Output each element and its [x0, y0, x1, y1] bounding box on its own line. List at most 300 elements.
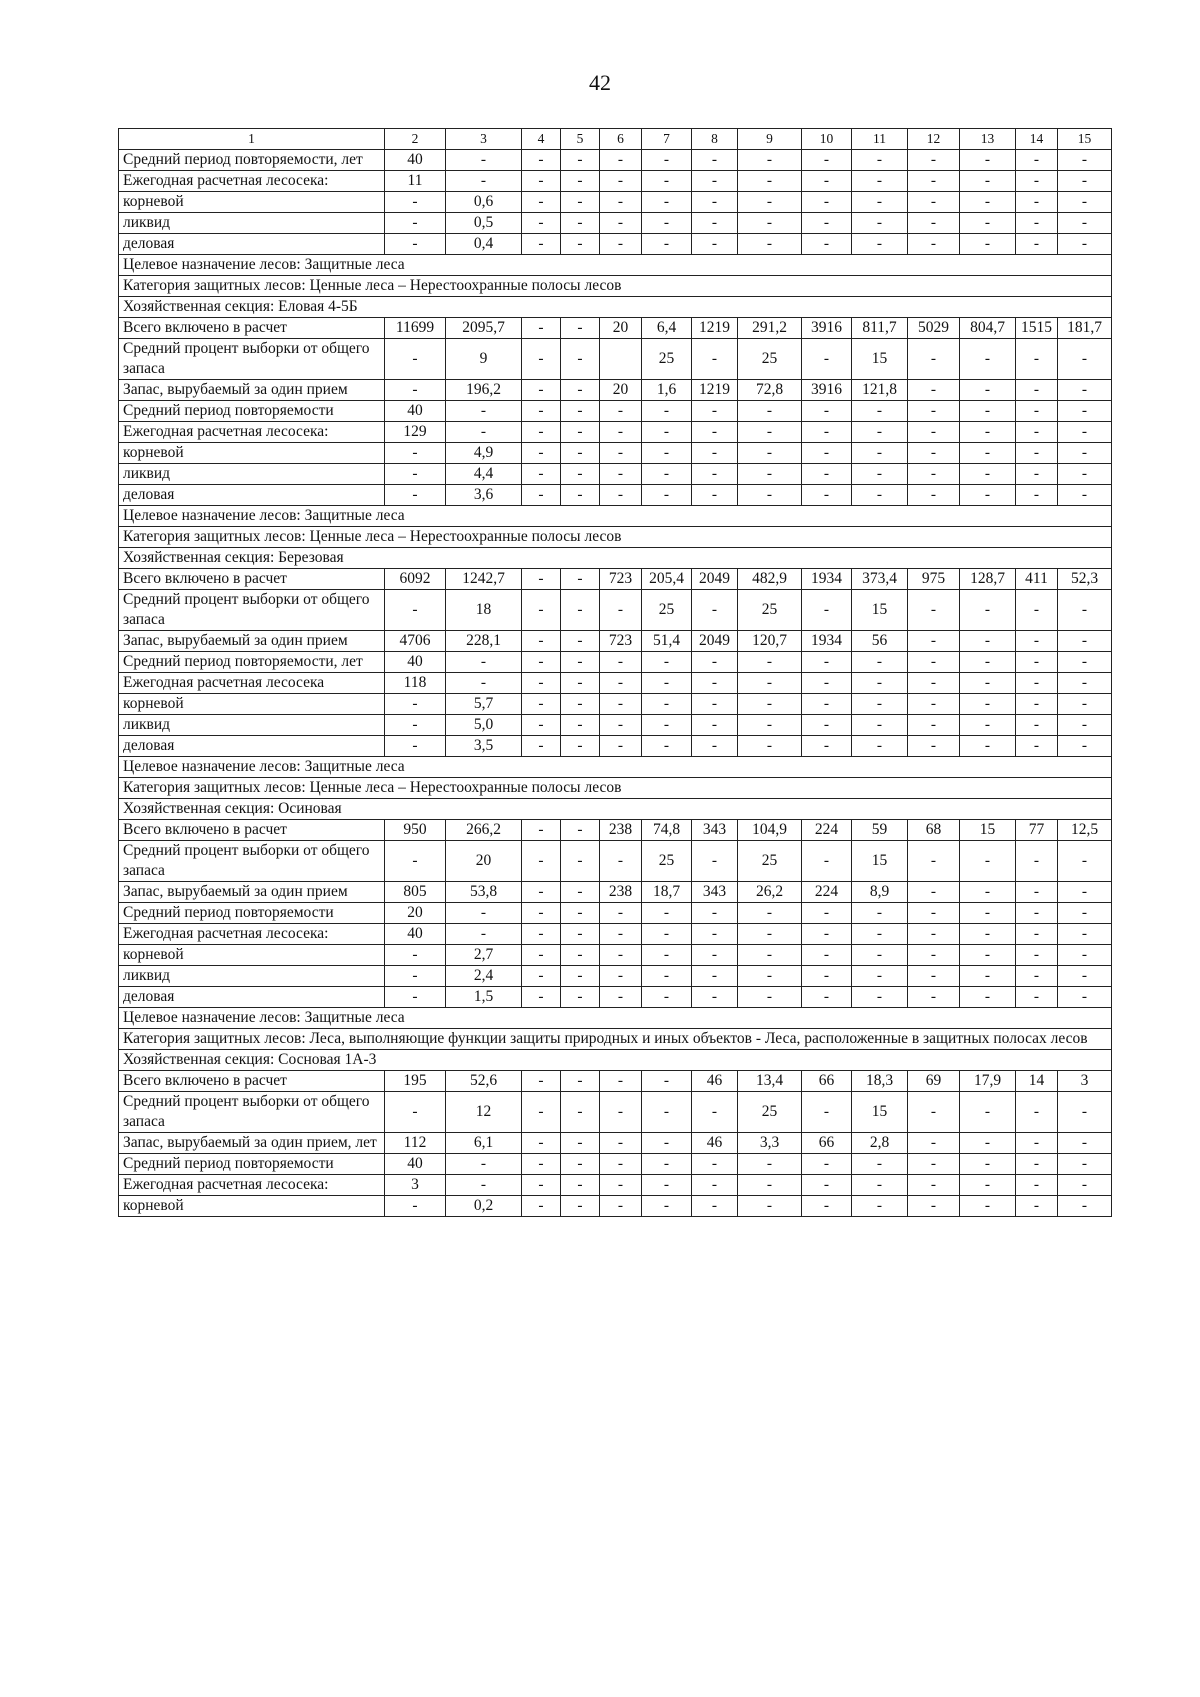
table-cell: 56	[852, 631, 908, 652]
table-cell: -	[522, 213, 561, 234]
table-cell: -	[1058, 631, 1112, 652]
table-cell: -	[642, 1133, 692, 1154]
table-cell: -	[960, 987, 1016, 1008]
row-label: Средний период повторяемости	[119, 903, 385, 924]
table-cell: -	[561, 339, 600, 380]
table-cell: -	[852, 422, 908, 443]
table-cell: -	[908, 339, 960, 380]
table-cell: -	[1016, 443, 1058, 464]
table-cell: -	[642, 401, 692, 422]
column-number: 15	[1058, 129, 1112, 150]
table-cell: -	[1016, 150, 1058, 171]
table-cell: 3	[1058, 1071, 1112, 1092]
table-cell: 5029	[908, 318, 960, 339]
table-cell: -	[642, 150, 692, 171]
table-cell: -	[642, 464, 692, 485]
table-cell: -	[446, 150, 522, 171]
table-cell: -	[642, 1092, 692, 1133]
table-cell: -	[908, 422, 960, 443]
table-cell: -	[385, 234, 446, 255]
table-cell: -	[1058, 401, 1112, 422]
table-cell: 11	[385, 171, 446, 192]
table-cell: -	[960, 1092, 1016, 1133]
table-cell: -	[600, 715, 642, 736]
table-cell: -	[960, 339, 1016, 380]
table-cell: -	[960, 673, 1016, 694]
table-cell: 25	[642, 590, 692, 631]
table-cell: -	[561, 736, 600, 757]
table-cell: 3,6	[446, 485, 522, 506]
table-cell: 2095,7	[446, 318, 522, 339]
table-cell: -	[1016, 234, 1058, 255]
row-label: Запас, вырубаемый за один прием	[119, 380, 385, 401]
table-cell: 69	[908, 1071, 960, 1092]
table-cell: -	[522, 150, 561, 171]
table-cell: 266,2	[446, 820, 522, 841]
row-label: деловая	[119, 736, 385, 757]
table-cell: -	[908, 380, 960, 401]
table-cell: -	[522, 924, 561, 945]
table-cell: 25	[642, 339, 692, 380]
row-label: Средний процент выборки от общего запаса	[119, 339, 385, 380]
section-heading-row	[119, 255, 1112, 276]
table-cell: -	[738, 213, 802, 234]
table-cell: -	[802, 234, 852, 255]
row-label: Средний период повторяемости, лет	[119, 150, 385, 171]
table-cell: -	[738, 1196, 802, 1217]
table-cell: -	[802, 1092, 852, 1133]
table-cell: -	[522, 631, 561, 652]
table-cell: -	[908, 715, 960, 736]
column-number: 2	[385, 129, 446, 150]
table-cell: -	[1058, 443, 1112, 464]
table-cell: -	[561, 715, 600, 736]
table-cell: -	[692, 171, 738, 192]
table-cell: -	[642, 1196, 692, 1217]
table-cell: -	[852, 150, 908, 171]
section-heading-row	[119, 778, 1112, 799]
table-cell: 20	[600, 380, 642, 401]
table-cell: 11699	[385, 318, 446, 339]
table-row	[119, 464, 1112, 485]
table-cell: -	[522, 987, 561, 1008]
table-cell: -	[385, 485, 446, 506]
table-cell: 40	[385, 924, 446, 945]
column-number: 5	[561, 129, 600, 150]
table-cell: -	[1058, 987, 1112, 1008]
table-cell: 373,4	[852, 569, 908, 590]
table-cell: -	[692, 673, 738, 694]
table-cell: -	[561, 1092, 600, 1133]
table-cell: -	[908, 234, 960, 255]
table-row	[119, 715, 1112, 736]
table-cell: 15	[852, 339, 908, 380]
table-cell: -	[908, 590, 960, 631]
table-cell: -	[692, 1154, 738, 1175]
table-cell: -	[852, 945, 908, 966]
table-cell: -	[1058, 1175, 1112, 1196]
table-cell: -	[960, 171, 1016, 192]
table-cell: -	[561, 318, 600, 339]
table-cell: -	[522, 1133, 561, 1154]
table-cell: -	[1016, 171, 1058, 192]
table-cell: -	[561, 820, 600, 841]
section-heading-row	[119, 799, 1112, 820]
table-cell: -	[960, 736, 1016, 757]
table-cell: -	[642, 1071, 692, 1092]
table-row	[119, 966, 1112, 987]
table-cell: -	[960, 1154, 1016, 1175]
table-cell: -	[692, 987, 738, 1008]
table-cell: -	[852, 966, 908, 987]
table-row	[119, 673, 1112, 694]
table-cell: -	[802, 715, 852, 736]
table-cell: -	[1058, 1092, 1112, 1133]
table-cell: 15	[960, 820, 1016, 841]
table-row	[119, 443, 1112, 464]
table-cell: -	[600, 234, 642, 255]
table-cell: -	[802, 1175, 852, 1196]
table-cell: -	[908, 1175, 960, 1196]
table-cell: -	[522, 673, 561, 694]
table-cell: -	[561, 882, 600, 903]
table-cell: -	[642, 485, 692, 506]
row-label: ликвид	[119, 464, 385, 485]
table-cell: -	[802, 192, 852, 213]
table-cell: -	[802, 736, 852, 757]
table-cell: -	[852, 171, 908, 192]
table-cell: -	[1016, 882, 1058, 903]
table-cell: -	[738, 652, 802, 673]
table-cell: -	[561, 1133, 600, 1154]
table-cell: -	[600, 1154, 642, 1175]
table-body	[119, 129, 1112, 1217]
table-cell: 121,8	[852, 380, 908, 401]
table-row	[119, 882, 1112, 903]
table-cell: -	[561, 443, 600, 464]
table-cell: -	[385, 715, 446, 736]
column-number: 4	[522, 129, 561, 150]
table-cell: -	[1058, 422, 1112, 443]
table-cell: -	[561, 234, 600, 255]
table-cell: -	[692, 401, 738, 422]
table-cell: 20	[600, 318, 642, 339]
table-cell: -	[600, 903, 642, 924]
table-cell: 205,4	[642, 569, 692, 590]
table-cell: 3,5	[446, 736, 522, 757]
table-cell: 52,6	[446, 1071, 522, 1092]
row-label: Всего включено в расчет	[119, 1071, 385, 1092]
row-label: Всего включено в расчет	[119, 569, 385, 590]
table-row	[119, 318, 1112, 339]
table-cell: 104,9	[738, 820, 802, 841]
table-cell: 15	[852, 841, 908, 882]
table-cell: 1,5	[446, 987, 522, 1008]
row-label: Ежегодная расчетная лесосека:	[119, 422, 385, 443]
table-cell: -	[1016, 652, 1058, 673]
row-label: ликвид	[119, 213, 385, 234]
table-cell: -	[802, 171, 852, 192]
table-row	[119, 987, 1112, 1008]
table-cell: -	[642, 673, 692, 694]
table-cell: 18,7	[642, 882, 692, 903]
section-heading-row	[119, 1008, 1112, 1029]
table-cell: -	[1016, 715, 1058, 736]
table-cell: -	[1016, 464, 1058, 485]
table-cell: -	[522, 318, 561, 339]
table-cell: -	[1058, 841, 1112, 882]
table-cell: -	[522, 882, 561, 903]
table-cell: -	[852, 1154, 908, 1175]
table-cell: -	[960, 694, 1016, 715]
table-cell: 53,8	[446, 882, 522, 903]
table-cell: -	[1058, 882, 1112, 903]
table-cell: -	[561, 987, 600, 1008]
table-cell: -	[908, 464, 960, 485]
table-cell: -	[1016, 213, 1058, 234]
table-cell: -	[522, 966, 561, 987]
table-cell: -	[692, 213, 738, 234]
table-cell: -	[692, 234, 738, 255]
table-cell: -	[738, 736, 802, 757]
table-cell: -	[1016, 380, 1058, 401]
table-cell: -	[738, 1154, 802, 1175]
table-cell: -	[600, 694, 642, 715]
table-cell: 2049	[692, 631, 738, 652]
table-cell: 4,9	[446, 443, 522, 464]
table-cell: -	[1016, 673, 1058, 694]
column-number: 9	[738, 129, 802, 150]
row-label: Средний период повторяемости	[119, 1154, 385, 1175]
table-cell: 46	[692, 1133, 738, 1154]
table-cell: -	[908, 903, 960, 924]
table-cell: -	[960, 1196, 1016, 1217]
table-cell: -	[522, 820, 561, 841]
table-cell: -	[802, 1154, 852, 1175]
table-cell: -	[385, 987, 446, 1008]
table-cell: -	[642, 715, 692, 736]
row-label: деловая	[119, 987, 385, 1008]
table-cell: -	[1016, 987, 1058, 1008]
table-cell: -	[522, 443, 561, 464]
table-cell: 1,6	[642, 380, 692, 401]
table-cell: -	[561, 422, 600, 443]
column-number: 11	[852, 129, 908, 150]
row-label: Средний процент выборки от общего запаса	[119, 841, 385, 882]
table-cell: -	[802, 339, 852, 380]
table-cell: 9	[446, 339, 522, 380]
table-cell: -	[960, 1133, 1016, 1154]
section-heading: Целевое назначение лесов: Защитные леса	[119, 255, 1112, 276]
table-cell: -	[802, 485, 852, 506]
table-cell: 12,5	[1058, 820, 1112, 841]
table-row	[119, 213, 1112, 234]
table-cell: -	[522, 339, 561, 380]
table-cell: -	[960, 924, 1016, 945]
table-cell: -	[960, 882, 1016, 903]
table-cell: -	[908, 1092, 960, 1133]
table-cell: -	[692, 443, 738, 464]
table-row	[119, 1092, 1112, 1133]
table-cell: -	[522, 1154, 561, 1175]
table-cell: -	[600, 1133, 642, 1154]
table-cell: -	[1016, 945, 1058, 966]
table-cell: -	[600, 1175, 642, 1196]
table-cell: -	[600, 171, 642, 192]
table-cell: -	[738, 987, 802, 1008]
table-cell: -	[852, 234, 908, 255]
table-cell: 25	[738, 841, 802, 882]
table-cell: 196,2	[446, 380, 522, 401]
table-cell: -	[738, 485, 802, 506]
table-cell: 0,5	[446, 213, 522, 234]
table-cell: -	[852, 192, 908, 213]
table-cell: -	[1016, 1092, 1058, 1133]
table-cell: 66	[802, 1133, 852, 1154]
table-cell: 68	[908, 820, 960, 841]
table-cell: -	[692, 736, 738, 757]
column-number: 7	[642, 129, 692, 150]
table-cell: 72,8	[738, 380, 802, 401]
table-cell: -	[1058, 694, 1112, 715]
table-cell: -	[1058, 171, 1112, 192]
table-cell: -	[738, 422, 802, 443]
table-cell: -	[1058, 1133, 1112, 1154]
table-cell: 181,7	[1058, 318, 1112, 339]
table-cell: 1515	[1016, 318, 1058, 339]
table-cell: -	[1058, 380, 1112, 401]
table-cell: 40	[385, 1154, 446, 1175]
table-cell: -	[908, 171, 960, 192]
table-cell: -	[1058, 924, 1112, 945]
table-row	[119, 1133, 1112, 1154]
table-row	[119, 924, 1112, 945]
column-number: 10	[802, 129, 852, 150]
table-cell: 128,7	[960, 569, 1016, 590]
table-cell: -	[802, 443, 852, 464]
table-cell: -	[385, 966, 446, 987]
allowable-cut-table	[118, 128, 1112, 1217]
row-label: Ежегодная расчетная лесосека:	[119, 171, 385, 192]
table-cell: -	[852, 443, 908, 464]
table-cell: -	[908, 694, 960, 715]
table-cell: 77	[1016, 820, 1058, 841]
table-cell: -	[960, 715, 1016, 736]
table-row	[119, 590, 1112, 631]
table-cell: -	[692, 422, 738, 443]
table-cell: -	[522, 485, 561, 506]
table-cell: -	[1016, 1133, 1058, 1154]
column-number: 8	[692, 129, 738, 150]
row-label: корневой	[119, 1196, 385, 1217]
table-cell: -	[385, 192, 446, 213]
table-cell: -	[600, 192, 642, 213]
table-cell: -	[960, 590, 1016, 631]
table-cell: -	[1058, 234, 1112, 255]
table-cell: -	[561, 1175, 600, 1196]
table-cell: -	[738, 171, 802, 192]
table-cell: -	[802, 924, 852, 945]
table-row	[119, 150, 1112, 171]
table-cell: 195	[385, 1071, 446, 1092]
table-cell: 46	[692, 1071, 738, 1092]
table-cell: -	[692, 841, 738, 882]
table-cell: -	[960, 150, 1016, 171]
section-heading: Категория защитных лесов: Ценные леса – Нерестоохранные полосы лесов	[119, 527, 1112, 548]
table-cell: 0,6	[446, 192, 522, 213]
table-cell: -	[692, 1175, 738, 1196]
table-cell: -	[960, 192, 1016, 213]
table-cell: -	[852, 401, 908, 422]
table-cell: -	[960, 422, 1016, 443]
table-cell: 723	[600, 569, 642, 590]
table-cell: -	[960, 841, 1016, 882]
table-cell: -	[522, 234, 561, 255]
table-cell: -	[802, 1196, 852, 1217]
table-cell: -	[561, 1196, 600, 1217]
table-cell: -	[1016, 339, 1058, 380]
table-row	[119, 903, 1112, 924]
table-cell: 6,1	[446, 1133, 522, 1154]
table-cell: -	[561, 1071, 600, 1092]
row-label: Всего включено в расчет	[119, 820, 385, 841]
table-cell: -	[802, 464, 852, 485]
table-row	[119, 234, 1112, 255]
section-heading-row	[119, 757, 1112, 778]
table-cell: -	[1016, 1196, 1058, 1217]
table-cell: -	[852, 1175, 908, 1196]
table-cell: -	[960, 631, 1016, 652]
table-cell: -	[802, 966, 852, 987]
table-cell: -	[642, 924, 692, 945]
table-cell: -	[802, 673, 852, 694]
table-cell: 3,3	[738, 1133, 802, 1154]
table-cell: -	[600, 1071, 642, 1092]
table-cell: -	[852, 924, 908, 945]
column-number: 1	[119, 129, 385, 150]
table-cell: -	[522, 1071, 561, 1092]
table-cell: -	[960, 380, 1016, 401]
table-cell: -	[908, 882, 960, 903]
column-number: 3	[446, 129, 522, 150]
table-cell: -	[642, 736, 692, 757]
table-cell: -	[522, 380, 561, 401]
table-cell: 4,4	[446, 464, 522, 485]
table-cell: 25	[738, 1092, 802, 1133]
table-row	[119, 945, 1112, 966]
table-cell: 112	[385, 1133, 446, 1154]
table-cell: -	[960, 966, 1016, 987]
table-cell: -	[600, 422, 642, 443]
table-cell: -	[852, 903, 908, 924]
table-cell: 1242,7	[446, 569, 522, 590]
row-label: корневой	[119, 192, 385, 213]
table-cell: 15	[852, 1092, 908, 1133]
table-cell: -	[600, 401, 642, 422]
table-cell: -	[960, 464, 1016, 485]
table-cell: -	[561, 590, 600, 631]
table-cell: -	[692, 192, 738, 213]
section-heading-row	[119, 1029, 1112, 1050]
table-cell: -	[852, 464, 908, 485]
table-cell: -	[385, 443, 446, 464]
row-label: корневой	[119, 443, 385, 464]
table-cell: 0,2	[446, 1196, 522, 1217]
table-cell: -	[908, 1154, 960, 1175]
table-cell: -	[1058, 150, 1112, 171]
table-cell: -	[1016, 401, 1058, 422]
table-cell: -	[561, 966, 600, 987]
